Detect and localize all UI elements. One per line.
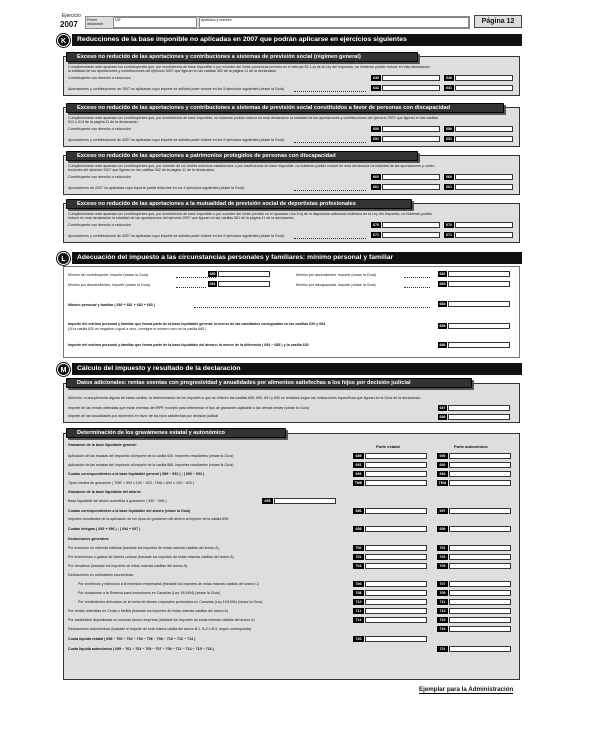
grav-box-label: 709: [437, 590, 448, 596]
k-s4-b2-field[interactable]: [382, 232, 440, 238]
nif-field[interactable]: [113, 17, 197, 28]
grav-box-label: TME: [354, 481, 363, 485]
k-s3-b4-label: 661: [446, 185, 452, 189]
box-688-field[interactable]: [448, 414, 510, 420]
k-s3-header: Exceso no reducido de las aportaciones a patrimonios protegidos de personas con discapacidad: [66, 151, 418, 161]
grav-estatal-field[interactable]: [365, 599, 427, 605]
k-s4-panel: [63, 203, 520, 243]
k-s2-row1: Contribuyente con derecho a reducción: [68, 127, 131, 131]
k-s3-row1: Contribuyente con derecho a reducción: [68, 175, 131, 179]
grav-row-label: Base liquidable del ahorro sometida a gravamen ( 630 − 686 ): [68, 499, 167, 503]
datos-adicionales-panel: [63, 383, 520, 423]
grav-estatal-field[interactable]: [365, 554, 427, 560]
grav-row-label: Por donativos (traslade los importes de estas mismas casillas del anexo A): [68, 564, 188, 568]
k-s3-b1-label: 660: [373, 175, 379, 179]
grav-estatal-field[interactable]: [365, 636, 427, 642]
k-s1-b1-label: 640: [373, 76, 379, 80]
grav-box-label: 702: [353, 554, 364, 560]
grav-estatal-field[interactable]: [365, 608, 427, 614]
grav-autonomica-field[interactable]: [449, 526, 511, 532]
grav-autonomica-field[interactable]: [449, 508, 511, 514]
grav-row-label: Gravamen de la base liquidable general:: [68, 443, 137, 447]
box-687-field[interactable]: [448, 405, 510, 411]
k-s1-b2-field[interactable]: [382, 85, 440, 91]
grav-row-label: Tipos medios de gravamen ( TME = 693 x 100 ÷ 620 ; TMA = 694 x 100 ÷ 620 ): [68, 481, 195, 485]
grav-autonomica-field[interactable]: [449, 462, 511, 468]
k-s2-header: Exceso no reducido de las aportaciones y contribuciones a sistemas de previsión social constituidos a favor de personas con discapacidad: [66, 103, 504, 113]
grav-estatal-field[interactable]: [365, 453, 427, 459]
rentas-exentas-label: Importe de las rentas obtenidas que están exentas del IRPF, excepto para determinar el tipo de gravamen aplicable a las demás rentas (véase la Guía): [68, 406, 309, 410]
box-687-label: 687: [439, 406, 446, 410]
k-s4-b3-field[interactable]: [455, 222, 513, 228]
k-s2-b3-label: 650: [446, 127, 452, 131]
k-s4-row2: Aportaciones y contribuciones de 2007 no aplicadas cuyo importe se solicita poder reducir en los 5 ejercicios siguientes (véase la Guía): [68, 234, 284, 238]
grav-box-label: 693: [353, 471, 364, 477]
k-s3-b3-field[interactable]: [455, 174, 513, 180]
grav-box-label: 697: [437, 508, 448, 514]
grav-box-label: 703: [437, 554, 448, 560]
section-k-badge: K: [57, 34, 70, 47]
grav-box-label: 707: [437, 581, 448, 587]
grav-estatal-field[interactable]: [365, 590, 427, 596]
min-descendientes-label: Mínimo por descendientes. Importe (véase la Guía): [68, 283, 150, 287]
grav-estatal-field[interactable]: [365, 581, 427, 587]
box-680-label: 680: [209, 272, 216, 276]
k-s2-text1: Cumplimentarán este apartado los contribuyentes que, por insuficiencia de base imponible, no hubieran podido reducir en esta declaración la totalidad de las aportaciones y contribuciones del ejercicio 2007 que figuran en las casillas: [68, 116, 438, 120]
grav-row-label: Cuota líquida estatal ( 698 − 700 − 702 − 704 − 706 − 708 − 710 − 712 − 714 ): [68, 637, 196, 641]
grav-row-label: Cuota líquida autonómica ( 699 − 701 − 703 − 705 − 707 − 709 − 711 − 713 − 715 − 716 ): [68, 647, 214, 651]
grav-box-label: 712: [353, 608, 364, 614]
grav-row-label: Importes resultantes de la aplicación de los tipos de gravamen del ahorro al importe de la casilla 695.: [68, 517, 230, 521]
grav-box-label: 701: [437, 545, 448, 551]
k-s2-text2: 513 ó 514 de la página 11 de la declaración.: [68, 120, 139, 124]
grav-row-label: Deducciones en actividades económicas:: [68, 573, 134, 577]
k-s4-row1: Contribuyente con derecho a reducción: [68, 223, 131, 227]
box-682-field[interactable]: [448, 271, 510, 277]
k-s1-b3-label: 640: [446, 76, 452, 80]
declarant-label: Primer declarante:: [87, 18, 104, 26]
footer-label: Ejemplar para la Administración: [419, 686, 514, 693]
grav-row-label: Aplicación de las escalas del Impuesto al importe de la casilla 620. Importes resultantes (véase la Guía): [68, 454, 234, 458]
k-s1-row2: Aportaciones y contribuciones de 2007 no aplicadas cuyo importe se solicita poder reducir en los 5 ejercicios siguientes (véase la Guía): [68, 87, 284, 91]
page-number: Página 12: [474, 15, 522, 28]
grav-estatal-field[interactable]: [365, 545, 427, 551]
k-s3-b1-field[interactable]: [382, 174, 440, 180]
gravamenes-header: Determinación de los gravámenes estatal y autonómico: [66, 428, 286, 438]
grav-box-label: 705: [437, 563, 448, 569]
section-l-title: Adecuación del impuesto a las circunstancias personales y familiares: mínimo personal y familiar: [72, 252, 522, 264]
k-s2-b2-field[interactable]: [382, 136, 440, 142]
k-s3-panel: [63, 155, 520, 195]
k-s1-b2-label: 641: [373, 86, 379, 90]
grav-autonomica-field[interactable]: [449, 590, 511, 596]
k-s3-row2: Aportaciones de 2007 no aplicadas cuyo importe podrá reducirse en los 4 ejercicios siguientes (véase la Guía): [68, 186, 244, 190]
section-m-title: Cálculo del impuesto y resultado de la declaración: [72, 363, 522, 375]
k-s2-b4-field[interactable]: [455, 136, 513, 142]
grav-box-label: 689: [353, 453, 364, 459]
box-684-label: 684: [439, 302, 446, 306]
k-s4-b4-field[interactable]: [455, 232, 513, 238]
k-s1-b4-label: 641: [446, 86, 452, 90]
grav-autonomica-field[interactable]: [449, 581, 511, 587]
k-s4-b1-label: 670: [373, 223, 379, 227]
k-s3-b2-label: 661: [373, 185, 379, 189]
grav-autonomica-field[interactable]: [449, 554, 511, 560]
section-m-badge: M: [57, 363, 70, 376]
grav-box-label: 694: [437, 471, 448, 477]
k-s4-header: Exceso no reducido de las aportaciones a la mutualidad de previsión social de deportistas profesionales: [66, 199, 412, 209]
grav-box-label: 696: [353, 508, 364, 514]
grav-autonomica-field[interactable]: [449, 608, 511, 614]
grav-estatal-field[interactable]: [365, 617, 427, 623]
k-s1-text2: la totalidad de las aportaciones y contribuciones del ejercicio 2007 que figuran en las casillas 482 de la página 11 de la declaración.: [68, 69, 278, 73]
grav-estatal-field[interactable]: [365, 462, 427, 468]
k-s4-b4-label: 671: [446, 233, 452, 237]
grav-box-label: 695: [262, 498, 273, 504]
grav-row-label: Cuotas correspondientes a la base liquidable general ( 689 − 691 ) ; ( 690 − 692 ): [68, 472, 205, 476]
grav-autonomica-field[interactable]: [449, 599, 511, 605]
grav-row-label: Por dotaciones a la Reserva para Inversiones en Canarias (Ley 19/1994) (véase la Guía): [78, 591, 220, 595]
grav-autonomica-field[interactable]: [449, 563, 511, 569]
k-s3-b4-field[interactable]: [455, 184, 513, 190]
atencion-note: Atención: si cumplimenta alguna de estas casillas, la determinación de los importes a que se refieren las casillas 689, 690, 691 y 692 se realizará según las indicaciones específicas que figuran en la Guía de la declaración.: [68, 396, 422, 400]
min-base-general-note: (Si la casilla 620 es negativa o igual a cero, consigne el número cero en la casilla 685 ): [68, 327, 207, 331]
box-686-label: 686: [439, 343, 446, 347]
box-685-field[interactable]: [448, 323, 510, 329]
grav-row-label: Aplicación de las escalas del Impuesto al importe de la casilla 685. Importes resultantes (véase la Guía): [68, 463, 234, 467]
grav-row-label: Deducciones autonómicas (traslade el importe de esta misma casilla del anexo B.1, B.2 ó B.3, según corresponda): [68, 627, 251, 631]
min-personal-familiar-label: Mínimo personal y familiar ( 680 + 681 + 682 + 683 ): [68, 303, 155, 307]
k-s1-b4-field[interactable]: [455, 85, 513, 91]
grav-box-label: 691: [353, 462, 364, 468]
k-s2-panel: [63, 107, 520, 147]
box-680-field[interactable]: [218, 271, 270, 277]
k-s4-text2: reducir en esta declaración la totalidad de las aportaciones del ejercicio 2007 que figuran en las casillas 561 de la página 11 de la declaración.: [68, 216, 295, 220]
grav-estatal-field[interactable]: [365, 471, 427, 477]
grav-box-label: 708: [353, 590, 364, 596]
grav-box-label: 699: [437, 526, 448, 532]
grav-row-label: Por inversión en vivienda habitual (traslade los importes de estas mismas casillas del anexo A): [68, 546, 219, 550]
grav-autonomica-field[interactable]: [449, 617, 511, 623]
box-681-label: 681: [209, 282, 216, 286]
box-686-field[interactable]: [448, 342, 510, 348]
grav-box-label: 714: [353, 617, 364, 623]
grav-row-label: Por rendimientos derivados de la venta de bienes corporales producidos en Canarias (Ley 19/1994) (véase la Guía): [78, 600, 263, 604]
k-s1-header: Exceso no reducido de las aportaciones y contribuciones a sistemas de previsión social (régimen general): [66, 52, 418, 62]
min-ascendientes-label: Mínimo por ascendientes. Importe (véase la Guía): [296, 273, 376, 277]
box-683-field[interactable]: [448, 281, 510, 287]
col-parte-estatal: Parte estatal: [376, 444, 400, 449]
grav-row-label: Gravamen de la base liquidable del ahorro:: [68, 490, 142, 494]
grav-box-label: 715: [437, 617, 448, 623]
k-s4-b3-label: 670: [446, 223, 452, 227]
k-s1-text1: Cumplimentarán este apartado los contribuyentes que, por insuficiencia de base imponible o por exceder del límite porcentual previsto en el artículo 52.1.a) de la Ley del Impuesto, no hubieran podido reducir en esta declaración: [68, 65, 430, 69]
grav-box-label: 692: [437, 462, 448, 468]
box-682-label: 682: [439, 272, 446, 276]
grav-ahorro-base-field[interactable]: [274, 498, 336, 504]
name-label: Apellidos y nombre: [201, 18, 232, 22]
k-s2-b1-label: 650: [373, 127, 379, 131]
grav-box-label: 716: [437, 626, 448, 632]
grav-autonomica-field[interactable]: [449, 626, 511, 632]
k-s2-b3-field[interactable]: [455, 126, 513, 132]
min-base-ahorro-label: Importe del mínimo personal y familiar que forma parte de la base liquidable del ahorro: la menor de la diferencia ( 684 − 685 ) y la casilla 630: [68, 343, 309, 347]
grav-box-label: 698: [353, 526, 364, 532]
k-s4-text1: Cumplimentarán este apartado los contribuyentes que, por insuficiencia de base imponible o por exceder del límite previsto en el apartado Uno.5.a) de la disposición adicional undécima de la Ley del Impuesto, no hubieran podido: [68, 212, 433, 216]
k-s1-b3-field[interactable]: [455, 75, 513, 81]
grav-row-label: Por cantidades depositadas en cuentas ahorro-empresa (traslade los importes de estas mismas casillas del anexo A): [68, 618, 255, 622]
grav-row-label: Por inversiones o gastos de interés cultural (traslade los importes de estas mismas casillas del anexo A): [68, 555, 234, 559]
header: [57, 14, 522, 31]
anualidades-label: Importe de las anualidades por alimentos en favor de los hijos satisfechas por decisión judicial: [68, 414, 219, 418]
k-s2-b4-label: 651: [446, 137, 452, 141]
k-s2-b2-label: 651: [373, 137, 379, 141]
box-684-field[interactable]: [448, 301, 510, 307]
k-s3-text1: Cumplimentarán este apartado los contribuyentes que, por exceder de los límites máximos establecidos o por insuficiencia de base imponible, no hubieran podido reducir en esta declaración la totalidad de las aportaciones y contri-: [68, 164, 435, 168]
nif-label: NIF: [115, 18, 121, 22]
year-label: 2007: [60, 20, 78, 29]
grav-estatal-field[interactable]: [365, 480, 427, 486]
gravamenes-panel: [63, 433, 520, 680]
grav-box-label: 690: [437, 453, 448, 459]
k-s3-text2: buciones del ejercicio 2007 que figuran en las casillas 542 de la página 11 de la declaración.: [68, 168, 216, 172]
grav-box-label: 704: [353, 563, 364, 569]
box-685-label: 685: [439, 324, 446, 328]
grav-estatal-field[interactable]: [365, 526, 427, 532]
grav-box-label: 720: [353, 636, 364, 642]
grav-box-label: 711: [437, 599, 448, 605]
grav-row-label: Por incentivos y estímulos a la inversión empresarial (traslade los importes de estas mismas casillas del anexo C): [78, 582, 260, 586]
grav-box-label: TMA: [438, 481, 447, 485]
grav-autonomica-field[interactable]: [449, 646, 511, 652]
grav-box-label: 713: [437, 608, 448, 614]
grav-box-label: 710: [353, 599, 364, 605]
grav-row-label: Cuotas correspondientes a la base liquidable del ahorro (véase la Guía): [68, 509, 191, 513]
grav-estatal-field[interactable]: [365, 508, 427, 514]
grav-box-label: 721: [437, 646, 448, 652]
col-parte-autonomica: Parte autonómica: [454, 444, 488, 449]
k-s4-b2-label: 671: [373, 233, 379, 237]
section-k-title: Reducciones de la base imponible no aplicadas en 2007 que podrán aplicarse en ejercicios siguientes: [72, 34, 522, 46]
box-688-label: 688: [439, 415, 446, 419]
section-l-panel: [63, 266, 520, 358]
grav-row-label: Cuotas íntegras ( 693 + 696 ) ; ( 694 + 697 ): [68, 527, 141, 531]
k-s2-row2: Aportaciones y contribuciones de 2007 no aplicadas cuyo importe se solicita poder reducir en los 5 ejercicios siguientes (véase la Guía): [68, 138, 284, 142]
min-base-general-label: Importe del mínimo personal y familiar que forma parte de la base liquidable general: la menor de las cantidades consignadas en las casillas 620 y 684: [68, 322, 326, 326]
datos-adicionales-header: Datos adicionales: rentas exentas con progresividad y anualidades por alimentos satisfechas a los hijos por decisión judicial: [66, 378, 472, 388]
name-field[interactable]: [199, 17, 469, 28]
grav-estatal-field[interactable]: [365, 563, 427, 569]
k-s4-b1-field[interactable]: [382, 222, 440, 228]
min-discapacidad-label: Mínimo por discapacidad. Importe (véase la Guía): [296, 283, 376, 287]
k-s3-b2-field[interactable]: [382, 184, 440, 190]
grav-autonomica-field[interactable]: [449, 471, 511, 477]
grav-autonomica-field[interactable]: [449, 480, 511, 486]
section-l-badge: L: [57, 252, 70, 265]
min-contribuyente-label: Mínimo del contribuyente. Importe (véase la Guía): [68, 273, 148, 277]
k-s3-b3-label: 660: [446, 175, 452, 179]
box-683-label: 683: [439, 282, 446, 286]
k-s1-row1: Contribuyente con derecho a reducción: [68, 76, 131, 80]
grav-autonomica-field[interactable]: [449, 453, 511, 459]
grav-box-label: 706: [353, 581, 364, 587]
grav-autonomica-field[interactable]: [449, 545, 511, 551]
k-s2-b1-field[interactable]: [382, 126, 440, 132]
k-s1-panel: [63, 56, 520, 96]
grav-row-label: Por rentas obtenidas en Ceuta o Melilla (traslade los importes de estas mismas casillas del anexo A): [68, 609, 228, 613]
grav-box-label: 700: [353, 545, 364, 551]
grav-row-label: Deducciones generales:: [68, 537, 110, 541]
ejercicio-label: Ejercicio: [62, 13, 81, 19]
k-s1-b1-field[interactable]: [382, 75, 440, 81]
box-681-field[interactable]: [218, 281, 270, 287]
